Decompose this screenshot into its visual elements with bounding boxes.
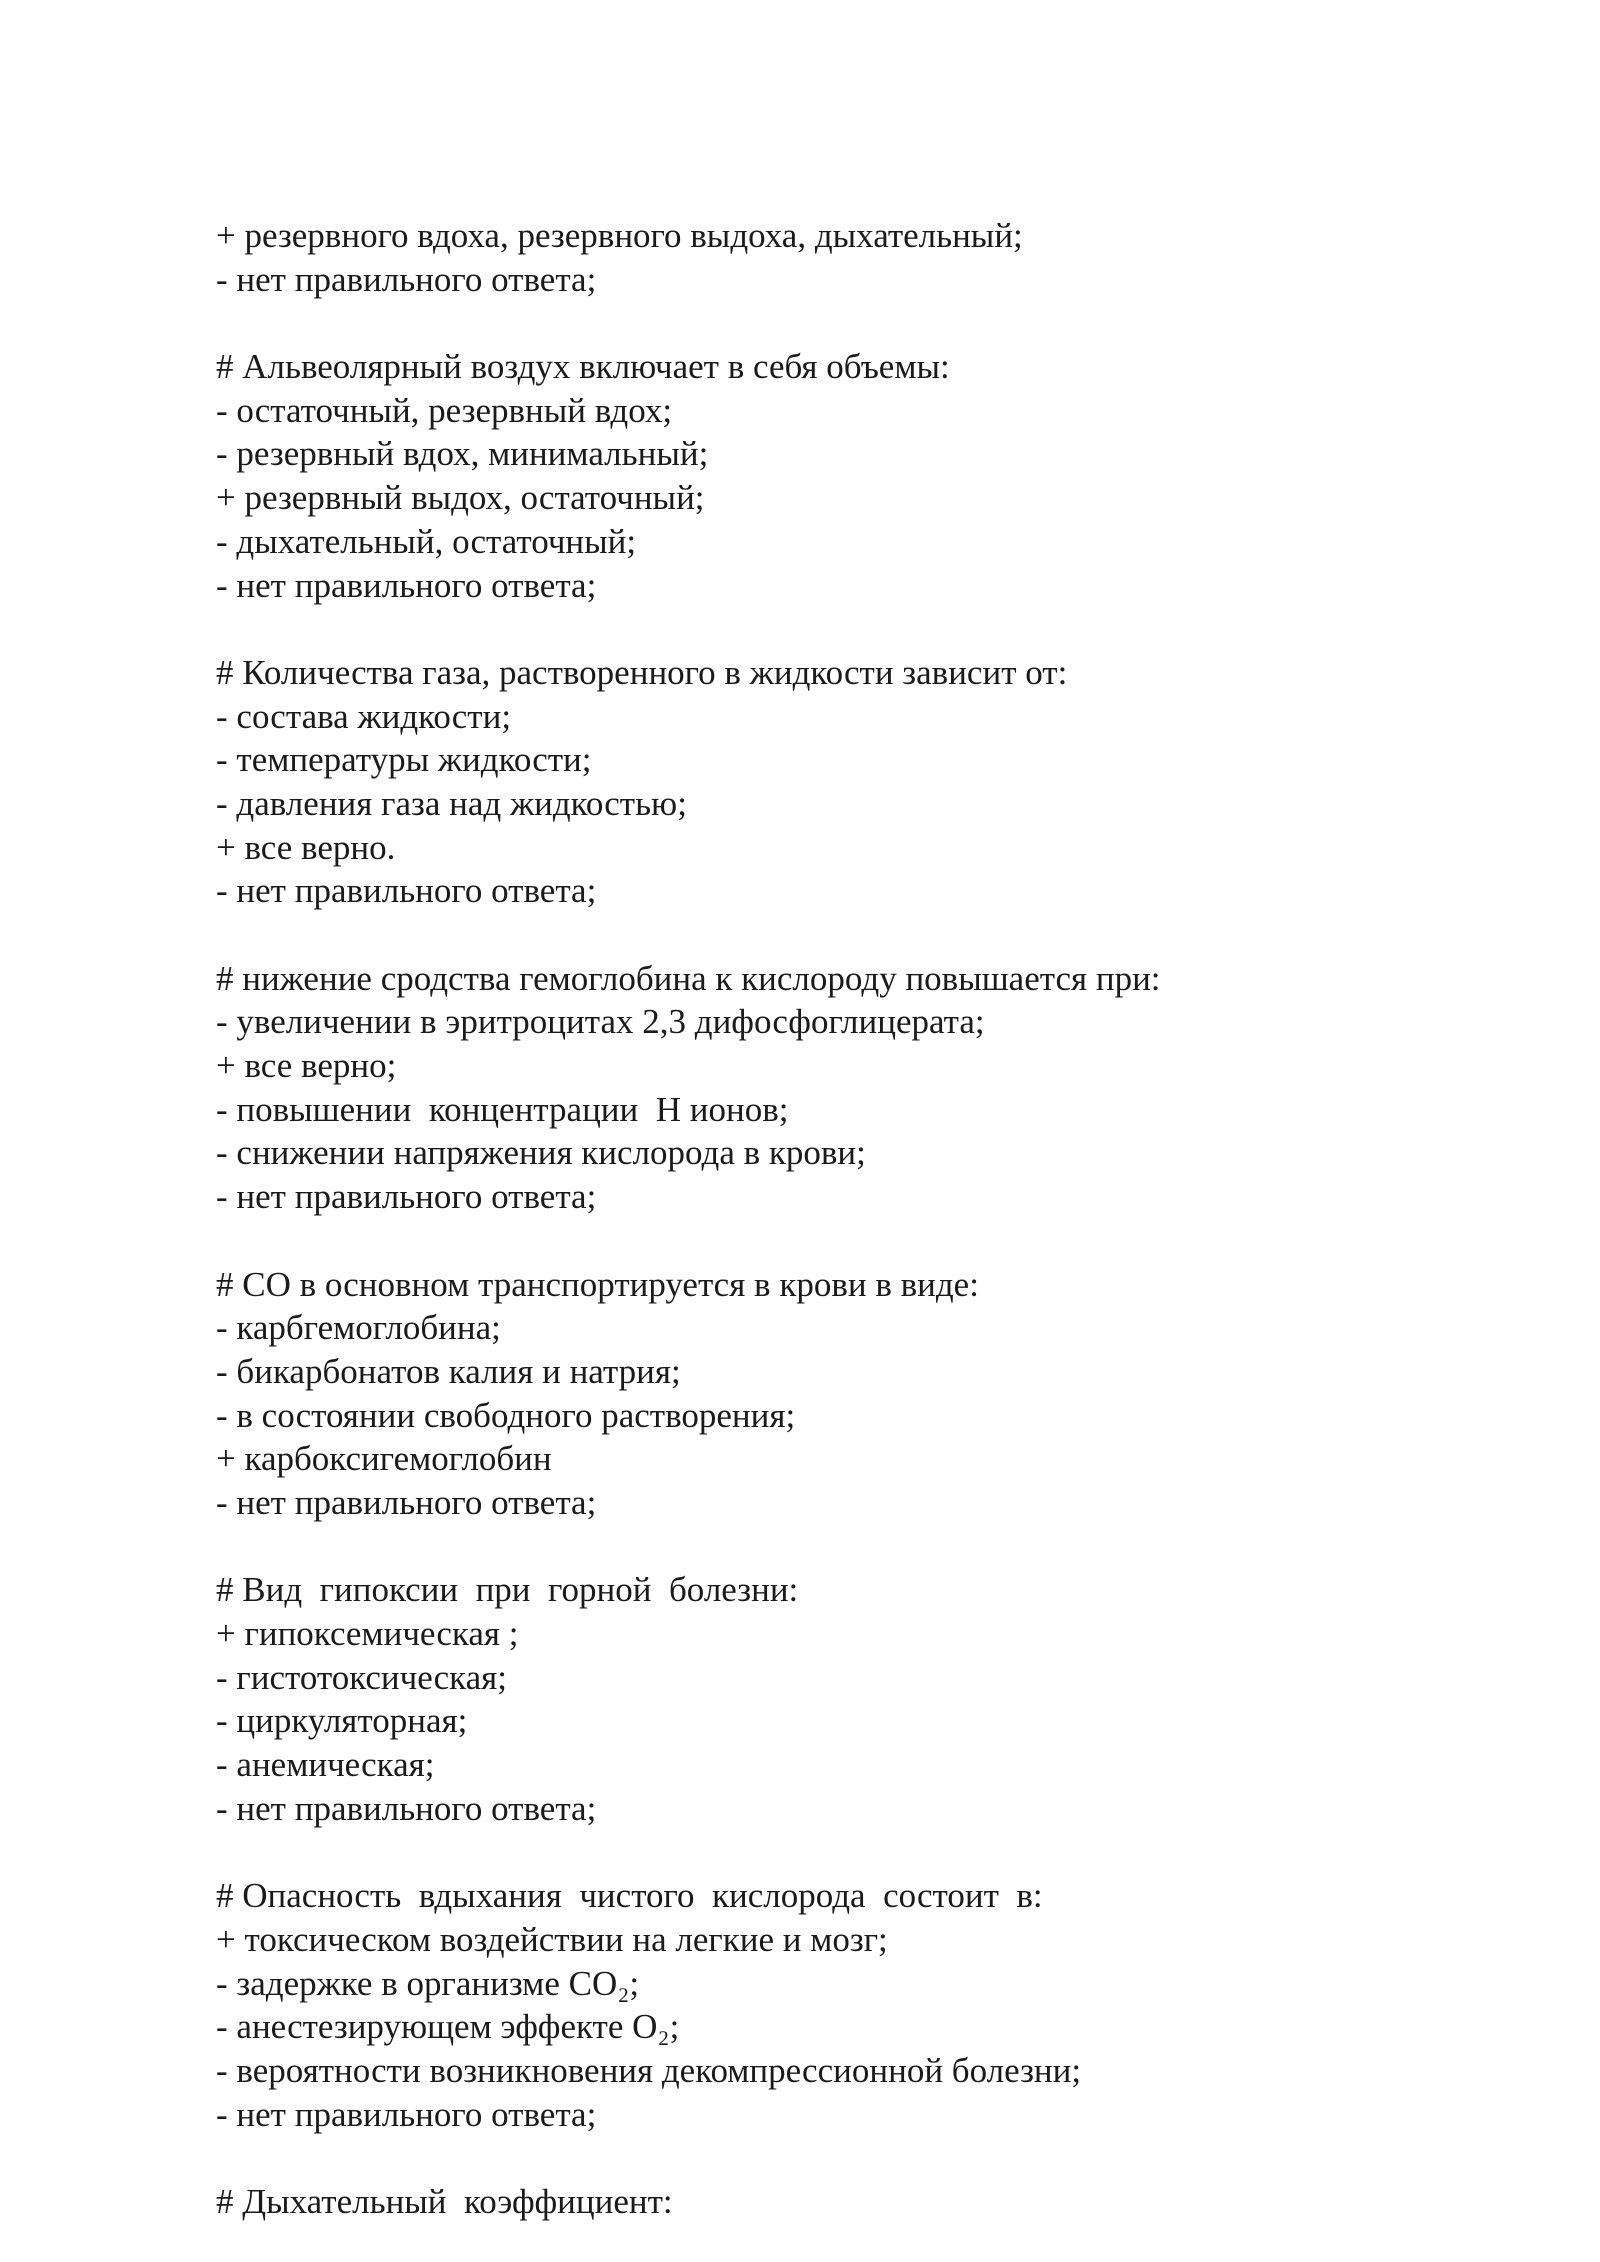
answer-option: + токсическом воздействии на легкие и мозг; (216, 1919, 888, 1959)
question-block (216, 651, 1496, 913)
answer-option: - нет правильного ответа; (216, 871, 597, 911)
question-text: # СО в основном транспортируется в крови в виде: (216, 1264, 979, 1304)
answer-option: - резервный вдох, минимальный; (216, 434, 709, 474)
answer-option: + гипоксемическая ; (216, 1614, 519, 1653)
document-page (216, 214, 1496, 2224)
answer-option: - бикарбонатов калия и натрия; (216, 1351, 681, 1391)
question-block (216, 345, 1496, 607)
answer-option: - анестезирующем эффекте О₂; (216, 2007, 680, 2047)
question-text: # Количества газа, растворенного в жидкости зависит от: (216, 652, 1068, 692)
answer-option: - повышении концентрации Н ионов; (216, 1089, 789, 1129)
blank-line (216, 301, 1496, 345)
answer-option: - нет правильного ответа; (216, 1482, 597, 1522)
answer-option: - вероятности возникновения декомпрессионной болезни; (216, 2050, 1082, 2090)
blank-line (216, 2136, 1496, 2180)
blank-line (216, 913, 1496, 957)
blank-line (216, 607, 1496, 651)
question-text: # Вид гипоксии при горной болезни: (216, 1570, 799, 1610)
blank-line (216, 1525, 1496, 1569)
blank-line (216, 1219, 1496, 1263)
answer-option: - остаточный, резервный вдох; (216, 390, 673, 430)
answer-option: - карбгемоглобина; (216, 1308, 501, 1348)
answer-option: - нет правильного ответа; (216, 2094, 597, 2134)
answer-option: - нет правильного ответа; (216, 1177, 597, 1217)
question-text: # Опасность вдыхания чистого кислорода состоит в: (216, 1876, 1043, 1916)
answer-option: - снижении напряжения кислорода в крови; (216, 1133, 866, 1173)
answer-option: - нет правильного ответа; (216, 259, 597, 299)
blank-line (216, 1830, 1496, 1874)
answer-option: - анемическая; (216, 1745, 435, 1785)
question-text: # Дыхательный коэффициент: (216, 2181, 673, 2221)
answer-option: - гистотоксическая; (216, 1657, 508, 1697)
answer-option: - нет правильного ответа; (216, 565, 597, 605)
question-block (216, 957, 1496, 1219)
answer-option: - состава жидкости; (216, 696, 512, 736)
answer-option: - задержке в организме СО₂; (216, 1963, 640, 2003)
question-block (216, 1874, 1496, 2136)
answer-option: + все верно. (216, 827, 396, 867)
answer-option: + резервного вдоха, резервного выдоха, дыхательный; (216, 216, 1023, 255)
question-block (216, 1263, 1496, 1525)
answer-option: - нет правильного ответа; (216, 1788, 597, 1828)
answer-option: - циркуляторная; (216, 1701, 468, 1741)
answer-option: - увеличении в эритроцитах 2,3 дифосфоглицерата; (216, 1002, 985, 1042)
answer-option: - температуры жидкости; (216, 740, 592, 780)
answer-fragment (216, 214, 1496, 301)
question-block (216, 2180, 1496, 2224)
answer-option: + резервный выдох, остаточный; (216, 478, 705, 518)
answer-option: - в состоянии свободного растворения; (216, 1395, 796, 1435)
answer-option: + все верно; (216, 1046, 397, 1086)
question-text: # Альвеолярный воздух включает в себя объемы: (216, 347, 950, 387)
question-block (216, 1568, 1496, 1830)
answer-option: - давления газа над жидкостью; (216, 783, 687, 823)
answer-option: + карбоксигемоглобин (216, 1439, 552, 1479)
question-text: # нижение сродства гемоглобина к кислороду повышается при: (216, 958, 1161, 998)
answer-option: - дыхательный, остаточный; (216, 521, 637, 561)
